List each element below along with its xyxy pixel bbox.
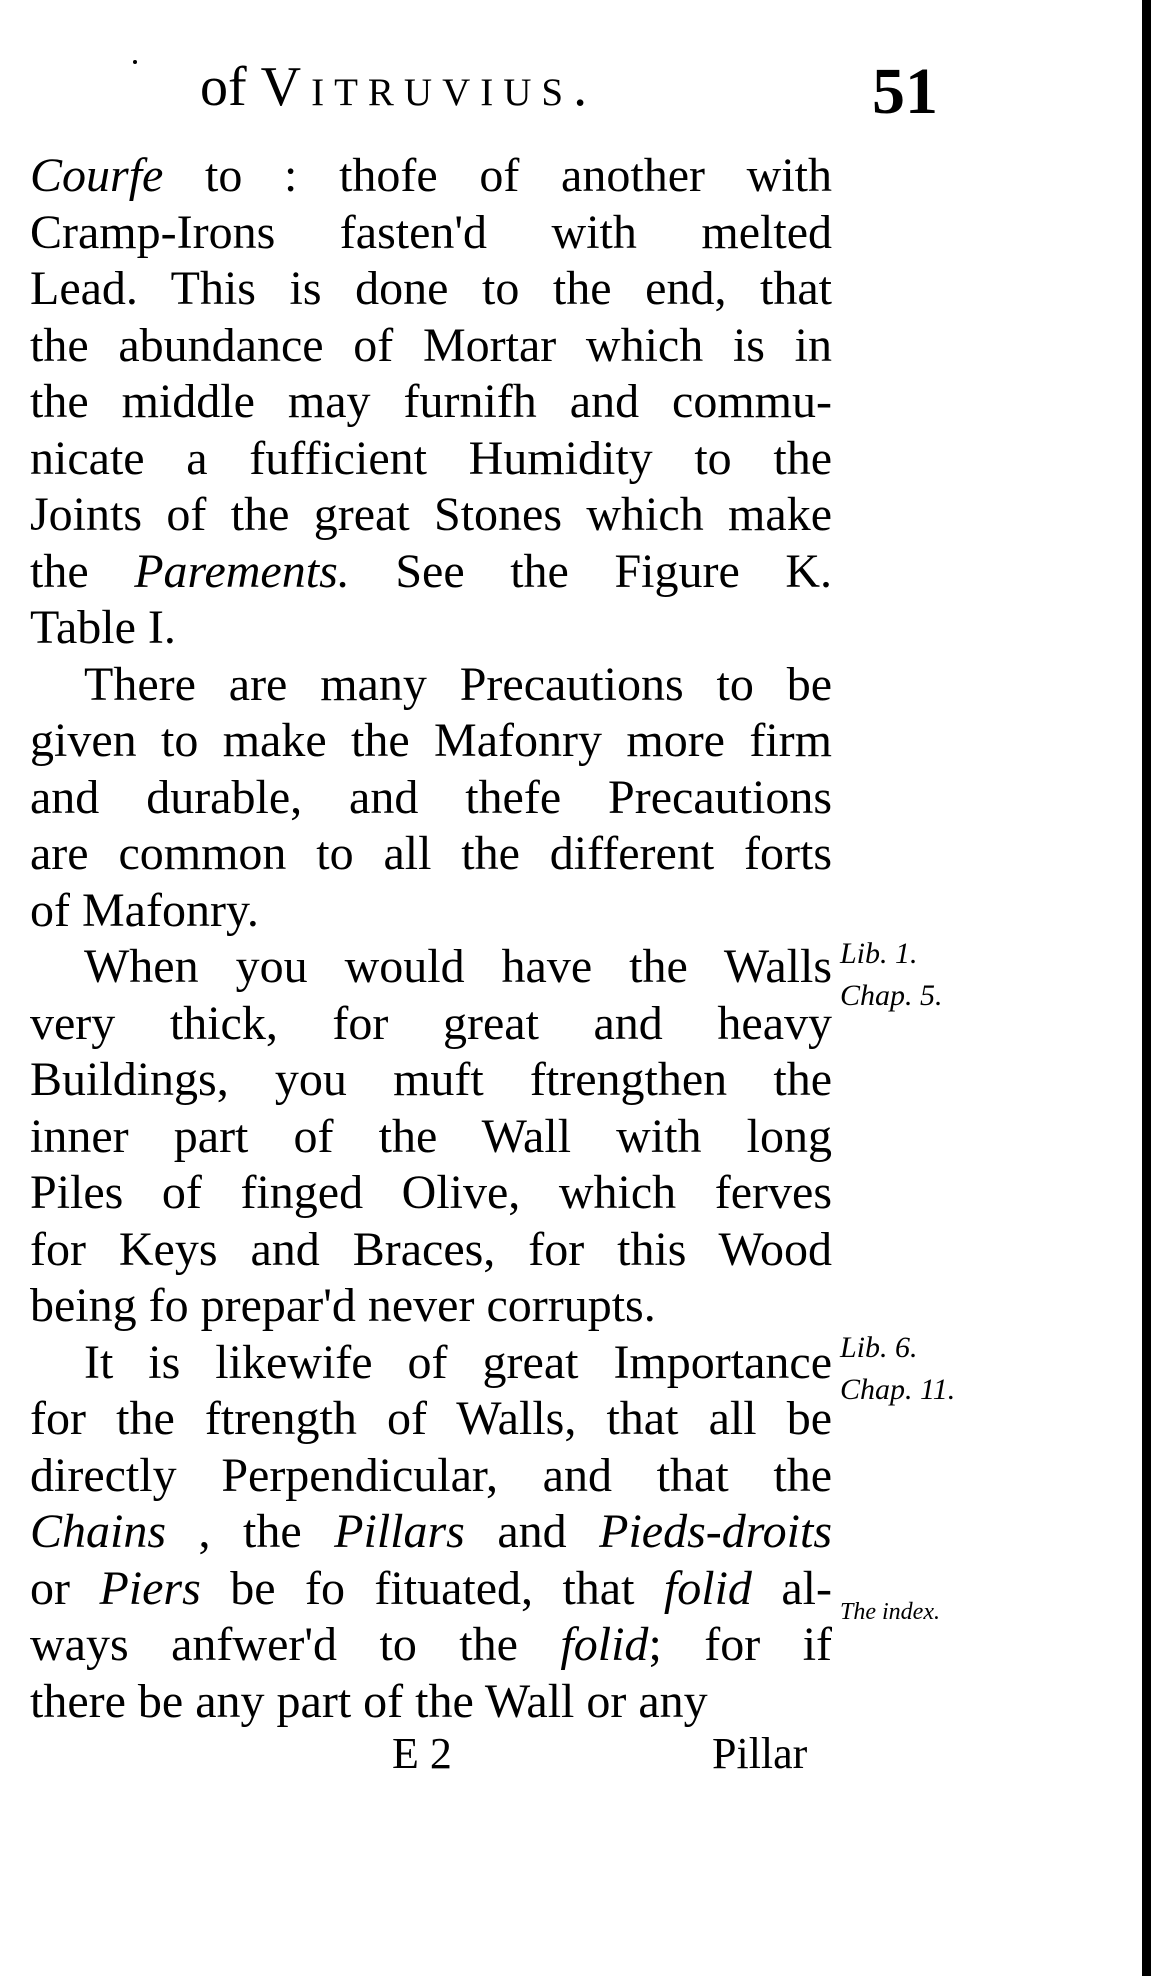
text-run: the middle may furnifh and commu-: [30, 375, 832, 428]
italic-run: folid: [560, 1618, 649, 1671]
text-run: or: [30, 1561, 100, 1615]
text-line: [30, 1674, 832, 1731]
text-run: for Keys and Braces, for this Wood: [30, 1222, 832, 1276]
text-run: al-: [751, 1561, 832, 1615]
text-run: Buildings, you muft ftrengthen the: [30, 1053, 832, 1106]
text-run: nicate a fufficient Humidity to the: [30, 431, 832, 485]
text-run: It is likewife of great Importance: [84, 1335, 832, 1389]
text-line: [30, 1617, 832, 1674]
italic-run: Pillars: [334, 1505, 465, 1558]
text-line: [30, 205, 832, 262]
text-run: very thick, for great and heavy: [30, 996, 832, 1050]
margin-note-chap-5: Chap. 5.: [840, 979, 943, 1012]
running-head-of: of: [200, 56, 247, 118]
text-line: [30, 318, 832, 375]
text-run: there be any part of the Wall or any: [30, 1674, 708, 1728]
text-run: When you would have the Walls: [84, 940, 832, 993]
italic-run: Parements.: [134, 544, 350, 598]
text-line: [30, 1278, 832, 1335]
text-run: ways anfwer'd to the: [30, 1618, 561, 1671]
text-run: of Mafonry.: [30, 883, 259, 937]
text-line: [30, 1391, 832, 1448]
text-line: [30, 1222, 832, 1279]
text-line: [30, 1504, 832, 1561]
body-text: [30, 148, 832, 1730]
italic-run: Courfe: [30, 149, 164, 202]
page-number: 51: [872, 55, 938, 128]
italic-run: folid: [663, 1561, 752, 1615]
paragraph: [30, 1335, 832, 1731]
text-run: Piles of finged Olive, which ferves: [30, 1166, 832, 1219]
text-line: [30, 1165, 832, 1222]
text-run: See the Figure K.: [349, 544, 833, 598]
text-line: [30, 657, 832, 714]
text-line: [30, 1561, 832, 1618]
text-run: the: [30, 544, 135, 598]
paragraph: [30, 939, 832, 1335]
text-run: be fo fituated, that: [200, 1561, 664, 1615]
margin-note-lib-1: Lib. 1.: [840, 937, 918, 970]
margin-note-index: The index.: [840, 1599, 940, 1625]
text-run: Cramp-Irons fasten'd with melted: [30, 205, 832, 259]
italic-run: Pieds-droits: [599, 1505, 833, 1558]
text-line: [30, 431, 832, 488]
text-run: for the ftrength of Walls, that all be: [30, 1392, 832, 1445]
text-run: being fo prepar'd never corrupts.: [30, 1279, 656, 1332]
text-run: ; for if: [648, 1618, 833, 1671]
margin-note-lib-6: Lib. 6.: [840, 1331, 918, 1364]
text-line: [30, 883, 832, 940]
signature-mark: E 2: [392, 1729, 452, 1778]
text-line: [30, 1109, 832, 1166]
text-line: [30, 996, 832, 1053]
text-run: to : thofe of another with: [163, 149, 832, 202]
text-line: [30, 713, 832, 770]
italic-run: Piers: [99, 1561, 201, 1615]
running-head: [200, 52, 597, 122]
text-run: the abundance of Mortar which is in: [30, 318, 832, 372]
text-run: are common to all the different forts: [30, 827, 832, 880]
text-run: , the: [166, 1505, 335, 1558]
text-run: directly Perpendicular, and that the: [30, 1448, 832, 1502]
text-line: [30, 939, 832, 996]
page-edge-rule: [1142, 0, 1151, 1976]
text-line: [30, 1335, 832, 1392]
text-run: and durable, and thefe Precautions: [30, 770, 832, 824]
text-run: Joints of the great Stones which make: [30, 488, 832, 541]
catchword: Pillar: [712, 1729, 808, 1778]
text-line: [30, 826, 832, 883]
paragraph: [30, 148, 832, 657]
text-line: [30, 261, 832, 318]
text-run: given to make the Mafonry more firm: [30, 714, 832, 767]
text-line: [30, 770, 832, 827]
text-line: [30, 1448, 832, 1505]
text-run: Lead. This is done to the end, that: [30, 262, 832, 315]
text-line: [30, 600, 832, 657]
text-run: There are many Precautions to be: [84, 657, 832, 711]
text-run: and: [464, 1505, 600, 1558]
text-line: [30, 148, 832, 205]
running-head-title: Vitruvius.: [260, 56, 598, 118]
margin-note-chap-11: Chap. 11.: [840, 1373, 956, 1406]
text-line: [30, 487, 832, 544]
text-line: [30, 544, 832, 601]
text-line: [30, 1052, 832, 1109]
text-line: [30, 374, 832, 431]
ink-speck: [133, 60, 137, 64]
text-run: Table I.: [30, 601, 176, 654]
italic-run: Chains: [30, 1505, 167, 1558]
text-run: inner part of the Wall with long: [30, 1109, 832, 1163]
paragraph: [30, 657, 832, 940]
